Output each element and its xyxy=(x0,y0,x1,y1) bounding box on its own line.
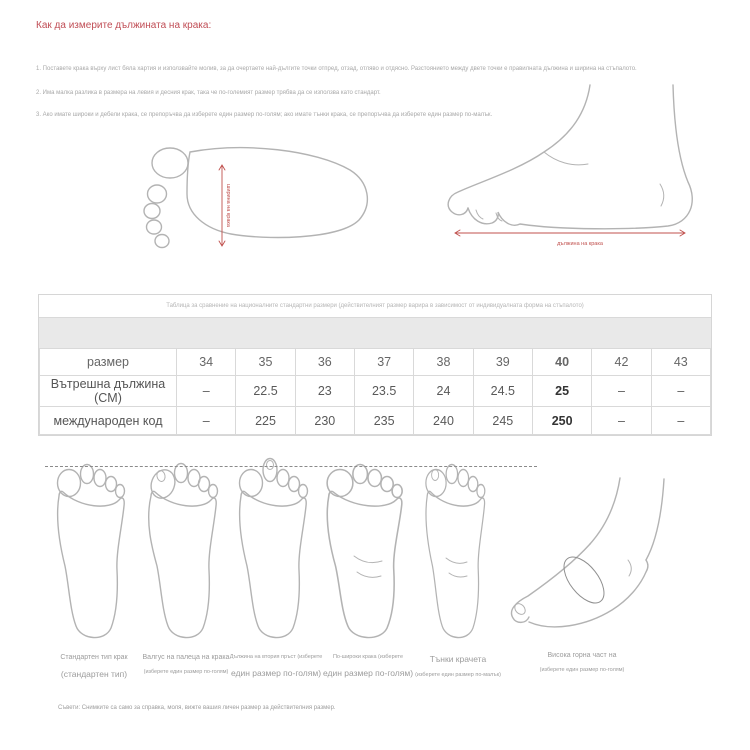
instruction-line-3: 3. Ако имате широки и дебели крака, се препоръчва да изберете един размер по-голям; ако имате тънки крака, се препоръчва да изберете един размер по-малък. xyxy=(36,112,493,118)
size-table-caption: Таблица за сравнение на националните стандартни размери (действителният размер варира в зависимост от индивидуалната форма на стъпалото) xyxy=(166,303,584,309)
size-col-header: 40 xyxy=(532,349,591,376)
size-table xyxy=(38,294,712,436)
foot-type-long-second-toe xyxy=(228,460,324,678)
foot-type-label: Тънки крачета xyxy=(429,654,487,664)
foot-type-sublabel: един размер по-голям) xyxy=(230,668,322,678)
size-col-header: 38 xyxy=(414,349,473,376)
size-col-header: 35 xyxy=(236,349,295,376)
size-cell: 24.5 xyxy=(473,376,532,407)
dashed-guide-line xyxy=(45,466,537,467)
intl-code-row xyxy=(40,407,711,435)
foot-type-label: Висока горна част на xyxy=(547,652,617,659)
foot-type-sublabel: (изберете един размер по-голям) xyxy=(143,669,229,675)
size-cell: 22.5 xyxy=(236,376,295,407)
page-title: Как да измерите дължината на крака: xyxy=(36,20,212,31)
foot-valgus-icon xyxy=(144,460,228,648)
size-cell: 240 xyxy=(414,407,473,435)
foot-type-label: По-широки крака (изберете xyxy=(332,654,404,660)
ankle-girth-icon xyxy=(500,476,690,646)
foot-type-thin xyxy=(412,460,504,678)
foot-type-label: Стандартен тип крак xyxy=(60,654,128,661)
foot-width-label: ширина на крака xyxy=(225,184,231,227)
size-header-label: размер xyxy=(40,349,177,376)
foot-type-sublabel: (изберете един размер по-малък) xyxy=(415,672,501,678)
foot-standard-icon xyxy=(52,460,136,648)
size-col-header: 37 xyxy=(354,349,413,376)
size-col-header: 36 xyxy=(295,349,354,376)
size-table-gray-band xyxy=(39,317,711,348)
size-cell: 235 xyxy=(354,407,413,435)
foot-length-label: дължина на крака xyxy=(557,241,603,247)
foot-type-standard xyxy=(48,460,140,679)
size-cell: 250 xyxy=(532,407,591,435)
size-cell: – xyxy=(592,376,651,407)
size-cell: – xyxy=(177,376,236,407)
foot-type-sublabel: един размер по-голям) xyxy=(322,668,414,678)
instruction-line-1: 1. Поставете крака върху лист бяла хартия и използвайте молив, за да очертаете най-дългите точки отпред, отзад, отляво и отдясно. Разстоянието между двете точки е правилната дължина и ширина на стъпалото. xyxy=(36,66,637,72)
length-arrow xyxy=(455,230,685,236)
foot-type-wide xyxy=(320,460,416,678)
foot-side-view-diagram xyxy=(440,82,710,238)
size-cell: – xyxy=(651,376,710,407)
inner-length-row xyxy=(40,376,711,407)
foot-bottom-view-diagram xyxy=(135,142,375,254)
size-cell: – xyxy=(177,407,236,435)
size-col-header: 34 xyxy=(177,349,236,376)
size-cell: 23 xyxy=(295,376,354,407)
size-cell: 24 xyxy=(414,376,473,407)
size-col-header: 42 xyxy=(592,349,651,376)
instruction-line-2: 2. Има малка разлика в размера на левия и десния крак, така че по-големият размер трябва да се използва като стандарт. xyxy=(36,90,381,96)
inner-length-row-label: Вътрешна дължина (CM) xyxy=(40,376,177,407)
size-col-header: 39 xyxy=(473,349,532,376)
size-cell: 225 xyxy=(236,407,295,435)
foot-long-second-toe-icon xyxy=(234,460,318,648)
reference-note: Съвети: Снимките са само за справка, моля, вижте вашия личен размер за действителния размер. xyxy=(58,705,336,711)
size-cell: 23.5 xyxy=(354,376,413,407)
intl-code-row-label: международен код xyxy=(40,407,177,435)
size-cell: 230 xyxy=(295,407,354,435)
size-cell: – xyxy=(651,407,710,435)
size-table-header-row xyxy=(40,349,711,376)
size-cell: 245 xyxy=(473,407,532,435)
foot-type-sublabel: (изберете един размер по-голям) xyxy=(539,667,625,673)
foot-thin-icon xyxy=(416,460,500,648)
size-col-header: 43 xyxy=(651,349,710,376)
foot-type-high-instep xyxy=(500,476,664,673)
size-cell: – xyxy=(592,407,651,435)
size-cell: 25 xyxy=(532,376,591,407)
foot-type-sublabel: (стандартен тип) xyxy=(60,669,128,679)
foot-wide-icon xyxy=(326,460,410,648)
foot-type-valgus xyxy=(140,460,232,675)
foot-type-label: Валгус на палеца на крака xyxy=(142,654,230,661)
foot-type-label: Дължина на втория пръст (изберете xyxy=(229,654,323,660)
